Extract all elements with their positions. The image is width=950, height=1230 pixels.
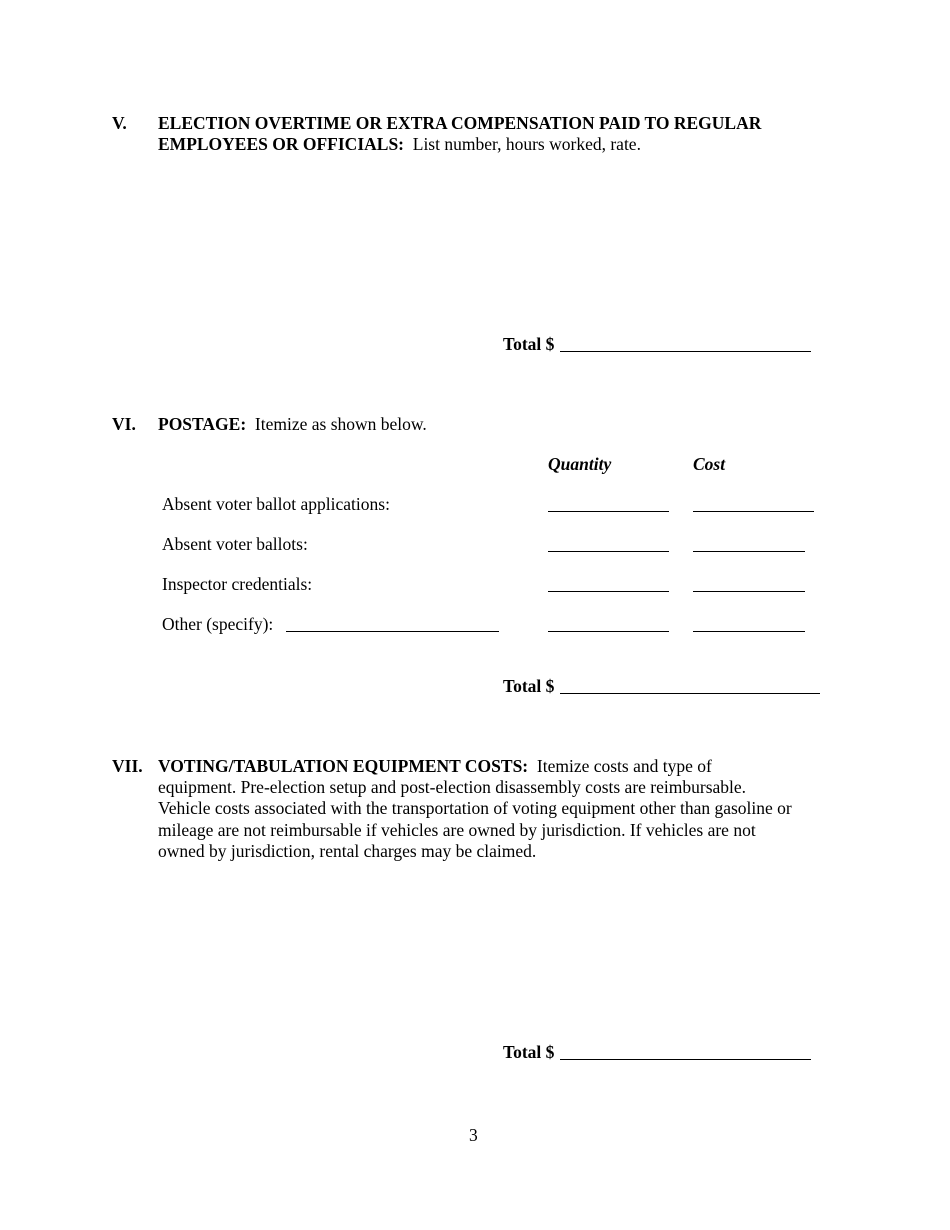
postage-quantity-field[interactable] [548, 551, 669, 552]
section-7-total-label: Total $ [503, 1042, 555, 1062]
postage-cost-field[interactable] [693, 551, 805, 552]
postage-cost-field[interactable] [693, 591, 805, 592]
section-5-heading-text: EMPLOYEES OR OFFICIALS: [158, 134, 404, 154]
section-7-text-line1: Itemize costs and type of [536, 756, 712, 776]
section-5-total-field[interactable] [560, 351, 811, 352]
section-5-instruction: List number, hours worked, rate. [412, 134, 641, 154]
section-6-heading-line [158, 414, 427, 435]
section-6-total-label: Total $ [503, 676, 555, 696]
section-7-text-line2: equipment. Pre-election setup and post-election disassembly costs are reimbursable. [158, 777, 747, 797]
section-5-number: V. [112, 113, 127, 133]
cost-column-header: Cost [693, 454, 726, 474]
section-6-instruction: Itemize as shown below. [254, 414, 427, 434]
other-specify-field[interactable] [286, 631, 499, 632]
postage-quantity-field[interactable] [548, 631, 669, 632]
section-7-heading: VOTING/TABULATION EQUIPMENT COSTS: [158, 756, 529, 776]
postage-row-label: Absent voter ballots: [162, 534, 308, 554]
page-number: 3 [469, 1125, 478, 1145]
section-6-total-field[interactable] [560, 693, 820, 694]
section-5-heading-line1: ELECTION OVERTIME OR EXTRA COMPENSATION PAID TO REGULAR [158, 113, 762, 133]
postage-quantity-field[interactable] [548, 511, 669, 512]
postage-cost-field[interactable] [693, 511, 814, 512]
postage-cost-field[interactable] [693, 631, 805, 632]
section-5-total-label: Total $ [503, 334, 555, 354]
postage-row-label: Absent voter ballot applications: [162, 494, 390, 514]
postage-quantity-field[interactable] [548, 591, 669, 592]
section-5-heading-line2 [158, 134, 641, 155]
section-7-number: VII. [112, 756, 143, 776]
section-6-heading: POSTAGE: [158, 414, 247, 434]
section-7-text-line4: mileage are not reimbursable if vehicles are owned by jurisdiction. If vehicles are not [158, 820, 756, 840]
section-6-number: VI. [112, 414, 136, 434]
section-7-text-line5: owned by jurisdiction, rental charges may be claimed. [158, 841, 537, 861]
postage-row-label: Inspector credentials: [162, 574, 313, 594]
section-7-total-field[interactable] [560, 1059, 811, 1060]
postage-row-label: Other (specify): [162, 614, 274, 634]
section-7-text-line3: Vehicle costs associated with the transportation of voting equipment other than gasoline or [158, 798, 792, 818]
quantity-column-header: Quantity [548, 454, 612, 474]
section-7-line1 [158, 756, 712, 777]
